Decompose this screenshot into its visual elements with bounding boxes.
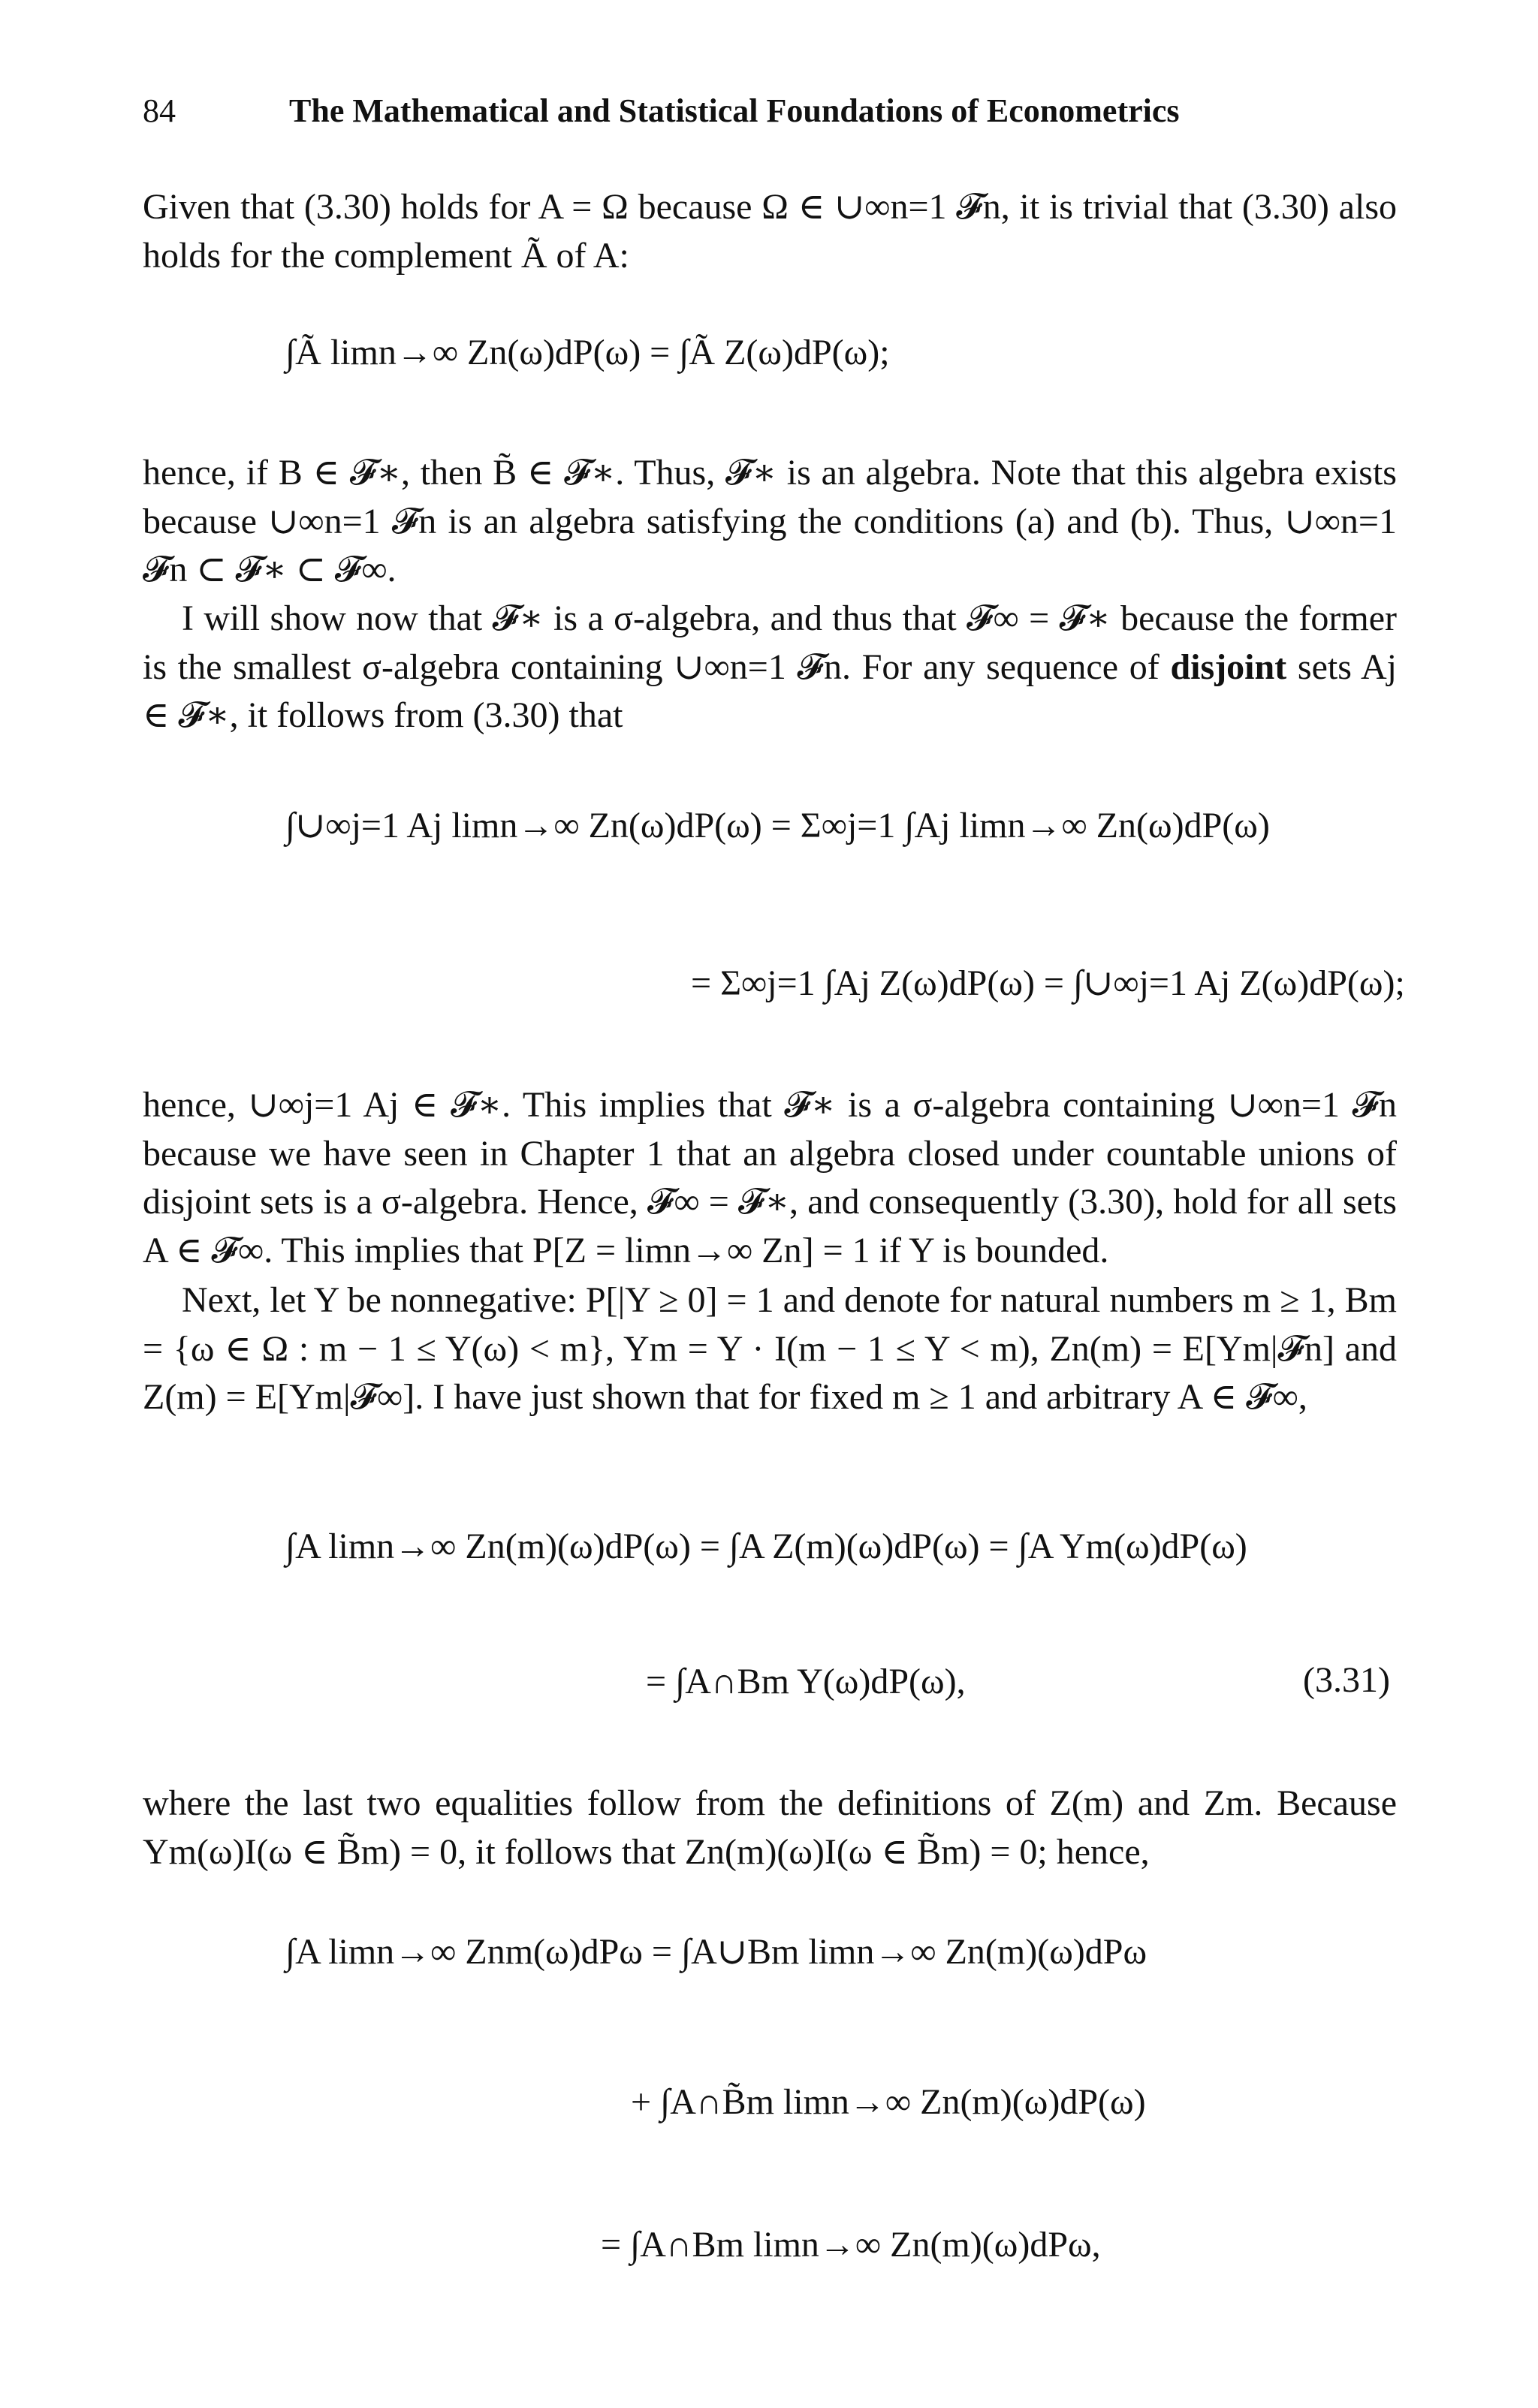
equation-3-31-line-2	[646, 1637, 1322, 1727]
running-header	[143, 89, 1397, 134]
equation-text: ∫A limn→∞ Zn(m)(ω)dP(ω) = ∫A Z(m)(ω)dP(ω) = ∫A Ym(ω)dP(ω)	[285, 1526, 1247, 1566]
equation-4-line-2	[631, 2057, 1307, 2147]
equation-text: = Σ∞j=1 ∫Aj Z(ω)dP(ω) = ∫∪∞j=1 Aj Z(ω)dP(ω);	[691, 963, 1405, 1003]
paragraph-5: Next, let Y be nonnegative: P[|Y ≥ 0] = 1 and denote for natural numbers m ≥ 1, Bm = {ω ∈ Ω : m − 1 ≤ Y(ω) < m}, Ym = Y · I(m − 1 ≤ Y < m), Zn(m) = E[Ym|𝓕n] and Z(m) = E[Ym|𝓕∞]. I have just shown that for fixed m ≥ 1 and arbitrary A ∈ 𝓕∞,	[143, 1280, 1397, 1417]
equation-3-31-line-1	[285, 1502, 1337, 1592]
paragraph-6: where the last two equalities follow from the definitions of Z(m) and Zm. Because Ym(ω)I(ω ∈ B̃m) = 0, it follows that Zn(m)(ω)I(ω ∈ B̃m) = 0; hence,	[143, 1783, 1397, 1872]
paragraph-2: hence, if B ∈ 𝓕∗, then B̃ ∈ 𝓕∗. Thus, 𝓕∗ is an algebra. Note that this algebra exists because ∪∞n=1 𝓕n is an algebra satisfying the conditions (a) and (b). Thus, ∪∞n=1 𝓕n ⊂ 𝓕∗ ⊂ 𝓕∞.	[143, 453, 1397, 589]
equation-4-line-1	[285, 1907, 1262, 1997]
page-number: 84	[143, 92, 176, 129]
equation-text: = ∫A∩Bm limn→∞ Zn(m)(ω)dPω,	[601, 2225, 1101, 2265]
equation-text: ∫A limn→∞ Znm(ω)dPω = ∫A∪Bm limn→∞ Zn(m)(ω)dPω	[285, 1932, 1147, 1972]
equation-text: ∫∪∞j=1 Aj limn→∞ Zn(ω)dP(ω) = Σ∞j=1 ∫Aj limn→∞ Zn(ω)dP(ω)	[285, 806, 1270, 845]
book-title: The Mathematical and Statistical Foundations of Econometrics	[289, 92, 1180, 129]
equation-complement	[285, 308, 1111, 443]
equation-4-line-3	[601, 2200, 1277, 2290]
paragraph-3	[143, 595, 1397, 740]
equation-text: ∫Ã limn→∞ Zn(ω)dP(ω) = ∫Ã Z(ω)dP(ω);	[285, 333, 890, 372]
paragraph-3-tail: sets Aj ∈ 𝓕∗, it follows from (3.30) that	[143, 646, 1398, 735]
equation-number: (3.31)	[1303, 1660, 1390, 1700]
equation-sum-line-2	[691, 939, 1405, 1029]
paragraph-4: hence, ∪∞j=1 Aj ∈ 𝓕∗. This implies that 𝓕∗ is a σ-algebra containing ∪∞n=1 𝓕n because we have seen in Chapter 1 that an algebra closed under countable unions of disjoint sets is a σ-algebra. Hence, 𝓕∞ = 𝓕∗, and consequently (3.30), hold for all sets A ∈ 𝓕∞. This implies that P[Z = limn→∞ Zn] = 1 if Y is bounded.	[143, 1085, 1397, 1270]
paragraph-3-text: I will show now that 𝓕∗ is a σ-algebra, and thus that 𝓕∞ = 𝓕∗ because the former is the smallest σ-algebra containing ∪∞n=1 𝓕n. For any sequence of	[143, 598, 1397, 687]
equation-text: + ∫A∩B̃m limn→∞ Zn(m)(ω)dP(ω)	[631, 2082, 1146, 2122]
equation-sum-line-1	[285, 781, 1270, 871]
bold-word-disjoint: disjoint	[1170, 646, 1287, 687]
paragraph-1: Given that (3.30) holds for A = Ω because Ω ∈ ∪∞n=1 𝓕n, it is trivial that (3.30) also holds for the complement Ã of A:	[143, 187, 1397, 276]
equation-text: = ∫A∩Bm Y(ω)dP(ω),	[646, 1662, 966, 1701]
